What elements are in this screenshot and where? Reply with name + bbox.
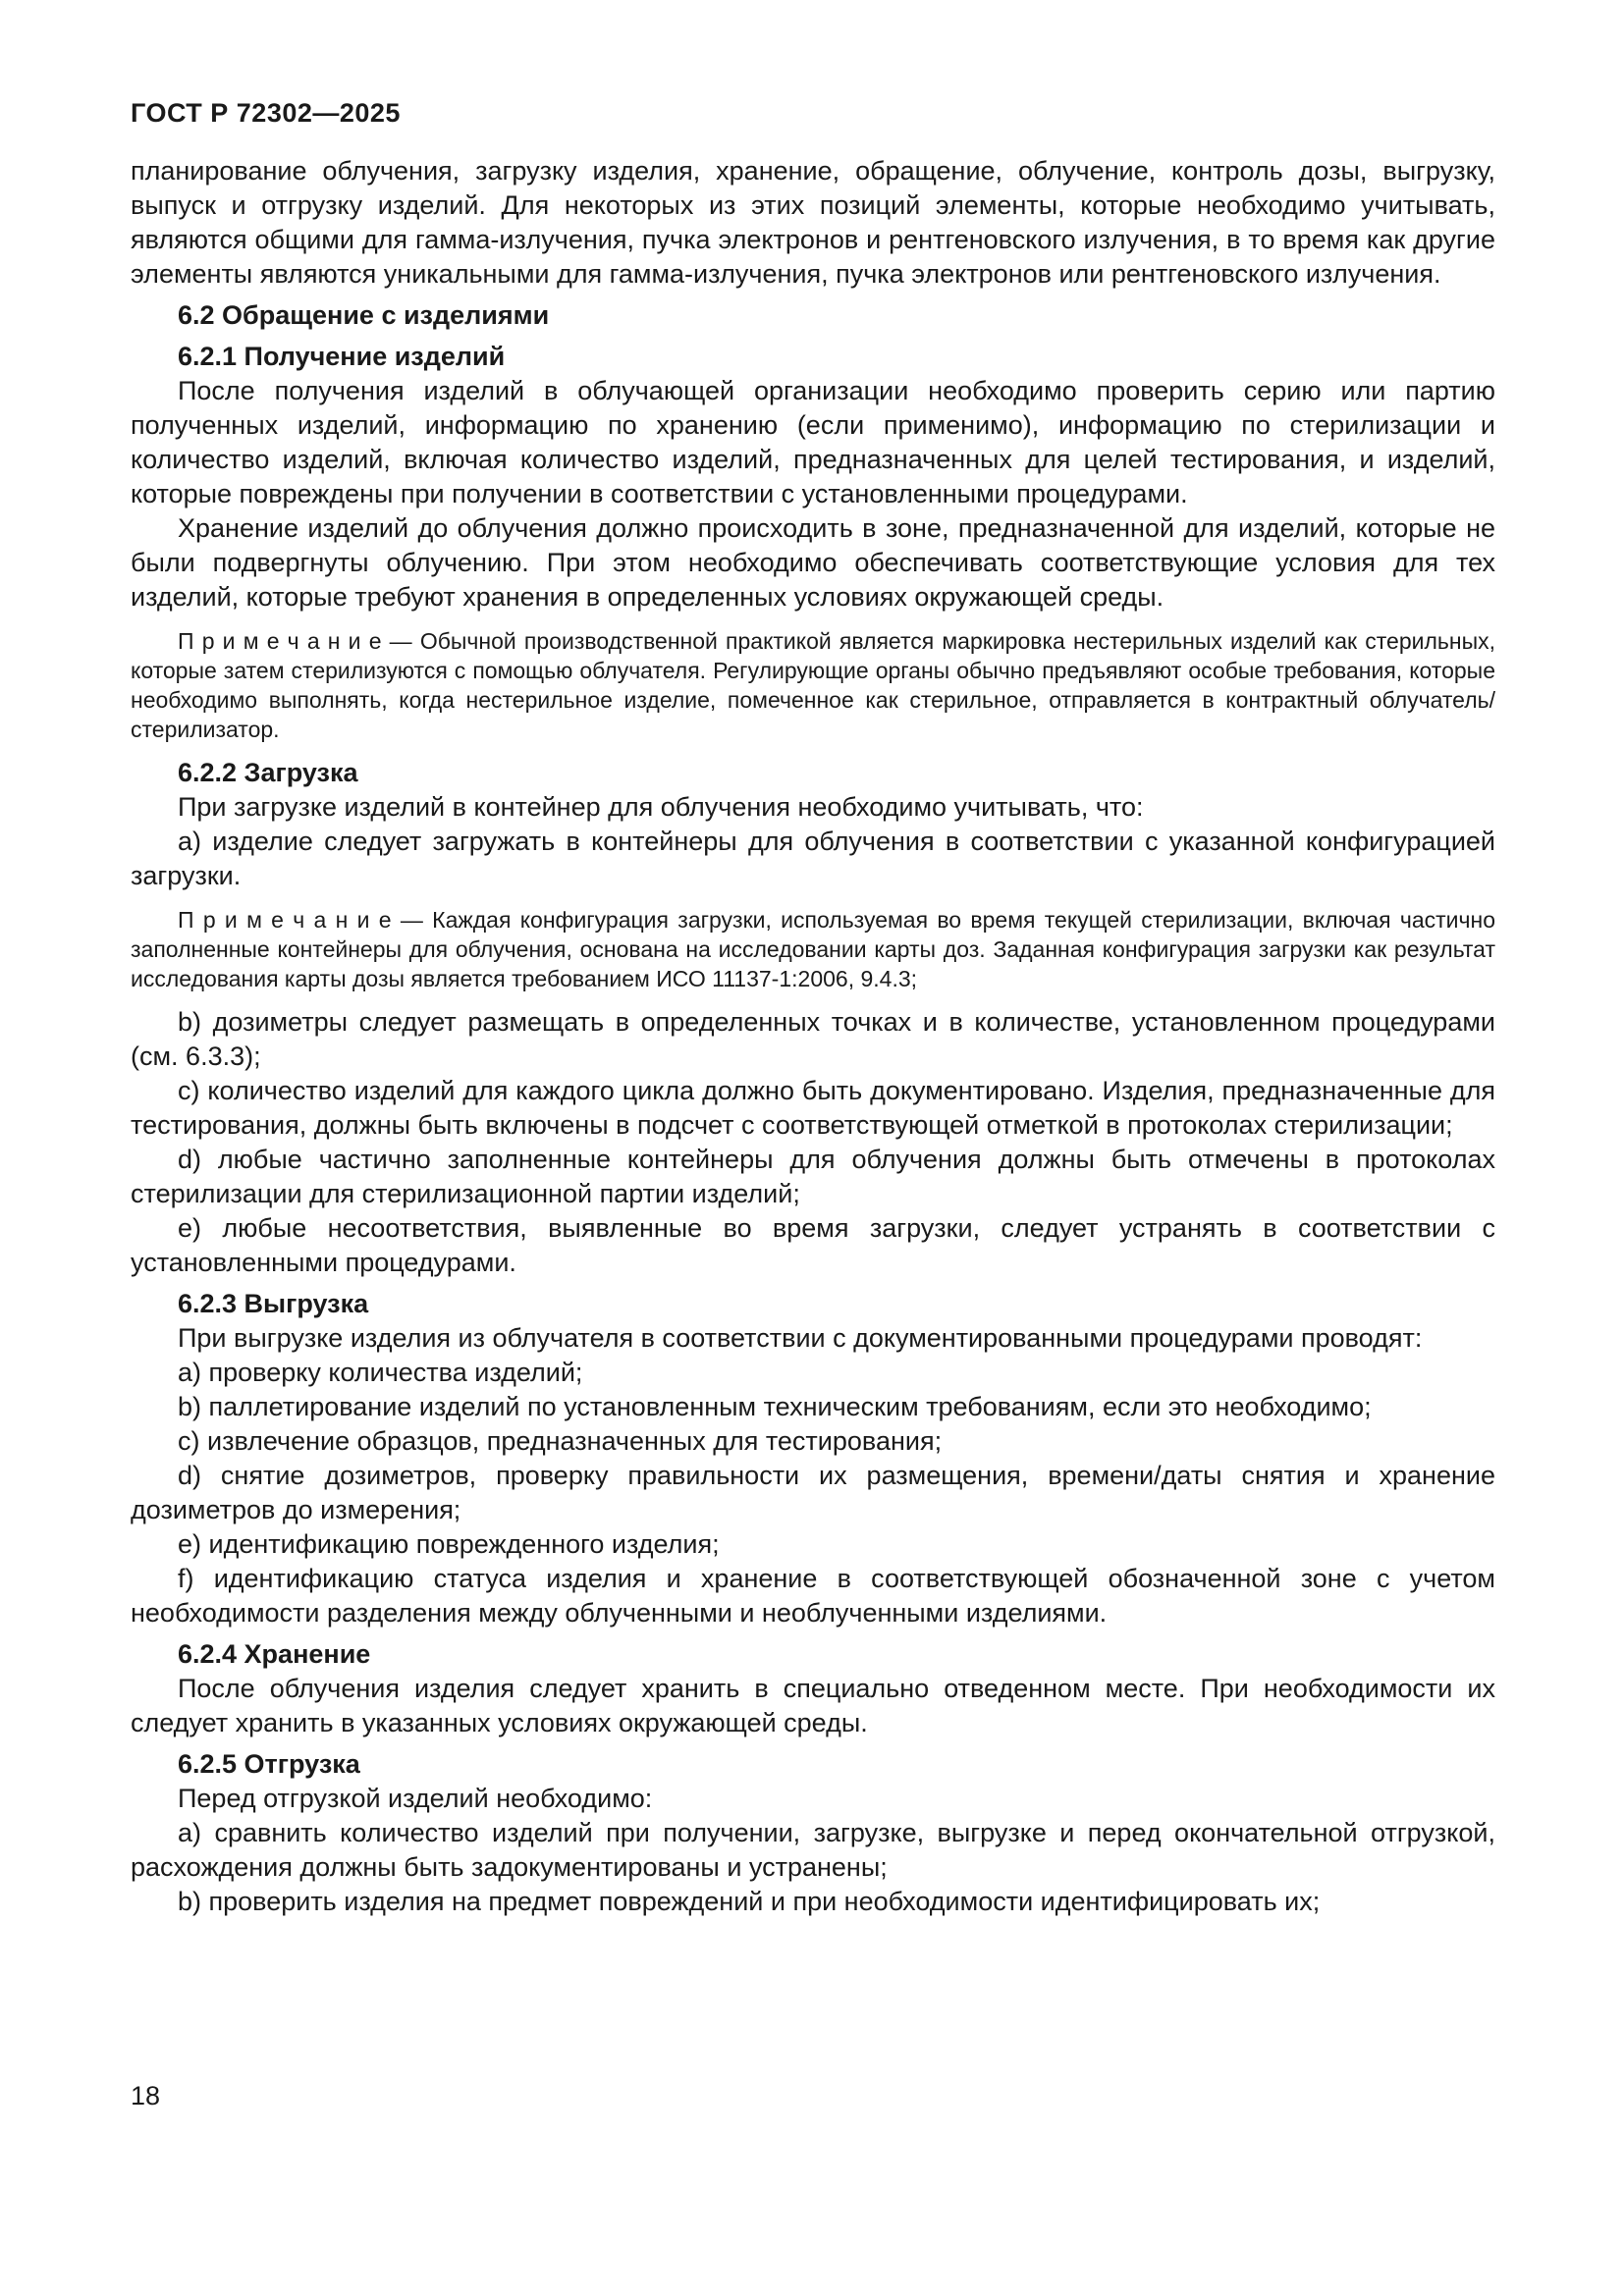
note: П р и м е ч а н и е — Каждая конфигурация загрузки, используемая во время текущей стерилизации, включая частично заполненные контейнеры для облучения, основана на исследовании карты доз. Заданная конфигурация загрузки как результат исследования карты дозы является требованием ИСО 11137-1:2006, 9.4.3; — [131, 907, 1495, 991]
paragraph: Хранение изделий до облучения должно происходить в зоне, предназначенной для изделий, которые не были подвергнуты облучению. При этом необходимо обеспечивать соответствующие условия для тех изделий, которые требуют хранения в определенных условиях окружающей среды. — [131, 513, 1495, 612]
list-item-a: а) сравнить количество изделий при получении, загрузке, выгрузке и перед окончательной отгрузкой, расхождения должны быть задокументированы и устранены; — [131, 1818, 1495, 1882]
heading-6-2: 6.2 Обращение с изделиями — [178, 300, 550, 330]
page-number: 18 — [131, 2081, 161, 2110]
running-header: ГОСТ Р 72302—2025 — [131, 98, 401, 128]
list-item-f: f) идентификацию статуса изделия и хранение в соответствующей обозначенной зоне с учетом необходимости разделения между облученными и необлученными изделиями. — [131, 1564, 1495, 1628]
paragraph: При выгрузке изделия из облучателя в соответствии с документированными процедурами проводят: — [178, 1323, 1423, 1353]
paragraph: После получения изделий в облучающей организации необходимо проверить серию или партию полученных изделий, информацию по хранению (если применимо), информацию по стерилизации и количество изделий, включая количество изделий, предназначенных для целей тестирования, и изделий, которые повреждены при получении в соответствии с установленными процедурами. — [131, 376, 1495, 508]
list-item-e: e) любые несоответствия, выявленные во время загрузки, следует устранять в соответствии с установленными процедурами. — [131, 1213, 1495, 1277]
paragraph: При загрузке изделий в контейнер для облучения необходимо учитывать, что: — [178, 792, 1144, 822]
list-item-d: d) снятие дозиметров, проверку правильности их размещения, времени/даты снятия и хранение дозиметров до измерения; — [131, 1461, 1495, 1524]
paragraph-continuation: планирование облучения, загрузку изделия, хранение, обращение, облучение, контроль дозы, выгрузку, выпуск и отгрузку изделий. Для некоторых из этих позиций элементы, которые необходимо учитывать, являются общими для гамма-излучения, пучка электронов и рентгеновского излучения, в то время как другие элементы являются уникальными для гамма-излучения, пучка электронов или рентгеновского излучения. — [131, 156, 1495, 289]
heading-6-2-3: 6.2.3 Выгрузка — [178, 1289, 369, 1318]
list-item-a: а) проверку количества изделий; — [178, 1358, 583, 1387]
heading-6-2-1: 6.2.1 Получение изделий — [178, 342, 506, 371]
heading-6-2-2: 6.2.2 Загрузка — [178, 758, 358, 787]
heading-6-2-5: 6.2.5 Отгрузка — [178, 1749, 360, 1779]
document-body — [131, 154, 1495, 1919]
paragraph: После облучения изделия следует хранить в специально отведенном месте. При необходимости их следует хранить в указанных условиях окружающей среды. — [131, 1674, 1495, 1737]
list-item-c: c) количество изделий для каждого цикла должно быть документировано. Изделия, предназначенные для тестирования, должны быть включены в подсчет с соответствующей отметкой в протоколах стерилизации; — [131, 1076, 1495, 1140]
paragraph: Перед отгрузкой изделий необходимо: — [178, 1784, 653, 1813]
note: П р и м е ч а н и е — Обычной производственной практикой является маркировка нестерильных изделий как стерильных, которые затем стерилизуются с помощью облучателя. Регулирующие органы обычно предъявляют особые требования, которые необходимо выполнять, когда нестерильное изделие, помеченное как стерильное, отправляется в контрактный облучатель/стерилизатор. — [131, 628, 1495, 742]
list-item-b: b) паллетирование изделий по установленным техническим требованиям, если это необходимо; — [178, 1392, 1372, 1421]
list-item-c: c) извлечение образцов, предназначенных для тестирования; — [178, 1426, 943, 1456]
list-item-e: e) идентификацию поврежденного изделия; — [178, 1529, 720, 1559]
heading-6-2-4: 6.2.4 Хранение — [178, 1639, 371, 1669]
list-item-b: b) дозиметры следует размещать в определенных точках и в количестве, установленном процедурами (см. 6.3.3); — [131, 1007, 1495, 1071]
list-item-a: а) изделие следует загружать в контейнеры для облучения в соответствии с указанной конфигурацией загрузки. — [131, 827, 1495, 890]
list-item-b: b) проверить изделия на предмет повреждений и при необходимости идентифицировать их; — [178, 1887, 1321, 1916]
list-item-d: d) любые частично заполненные контейнеры для облучения должны быть отмечены в протоколах стерилизации для стерилизационной партии изделий; — [131, 1145, 1495, 1208]
